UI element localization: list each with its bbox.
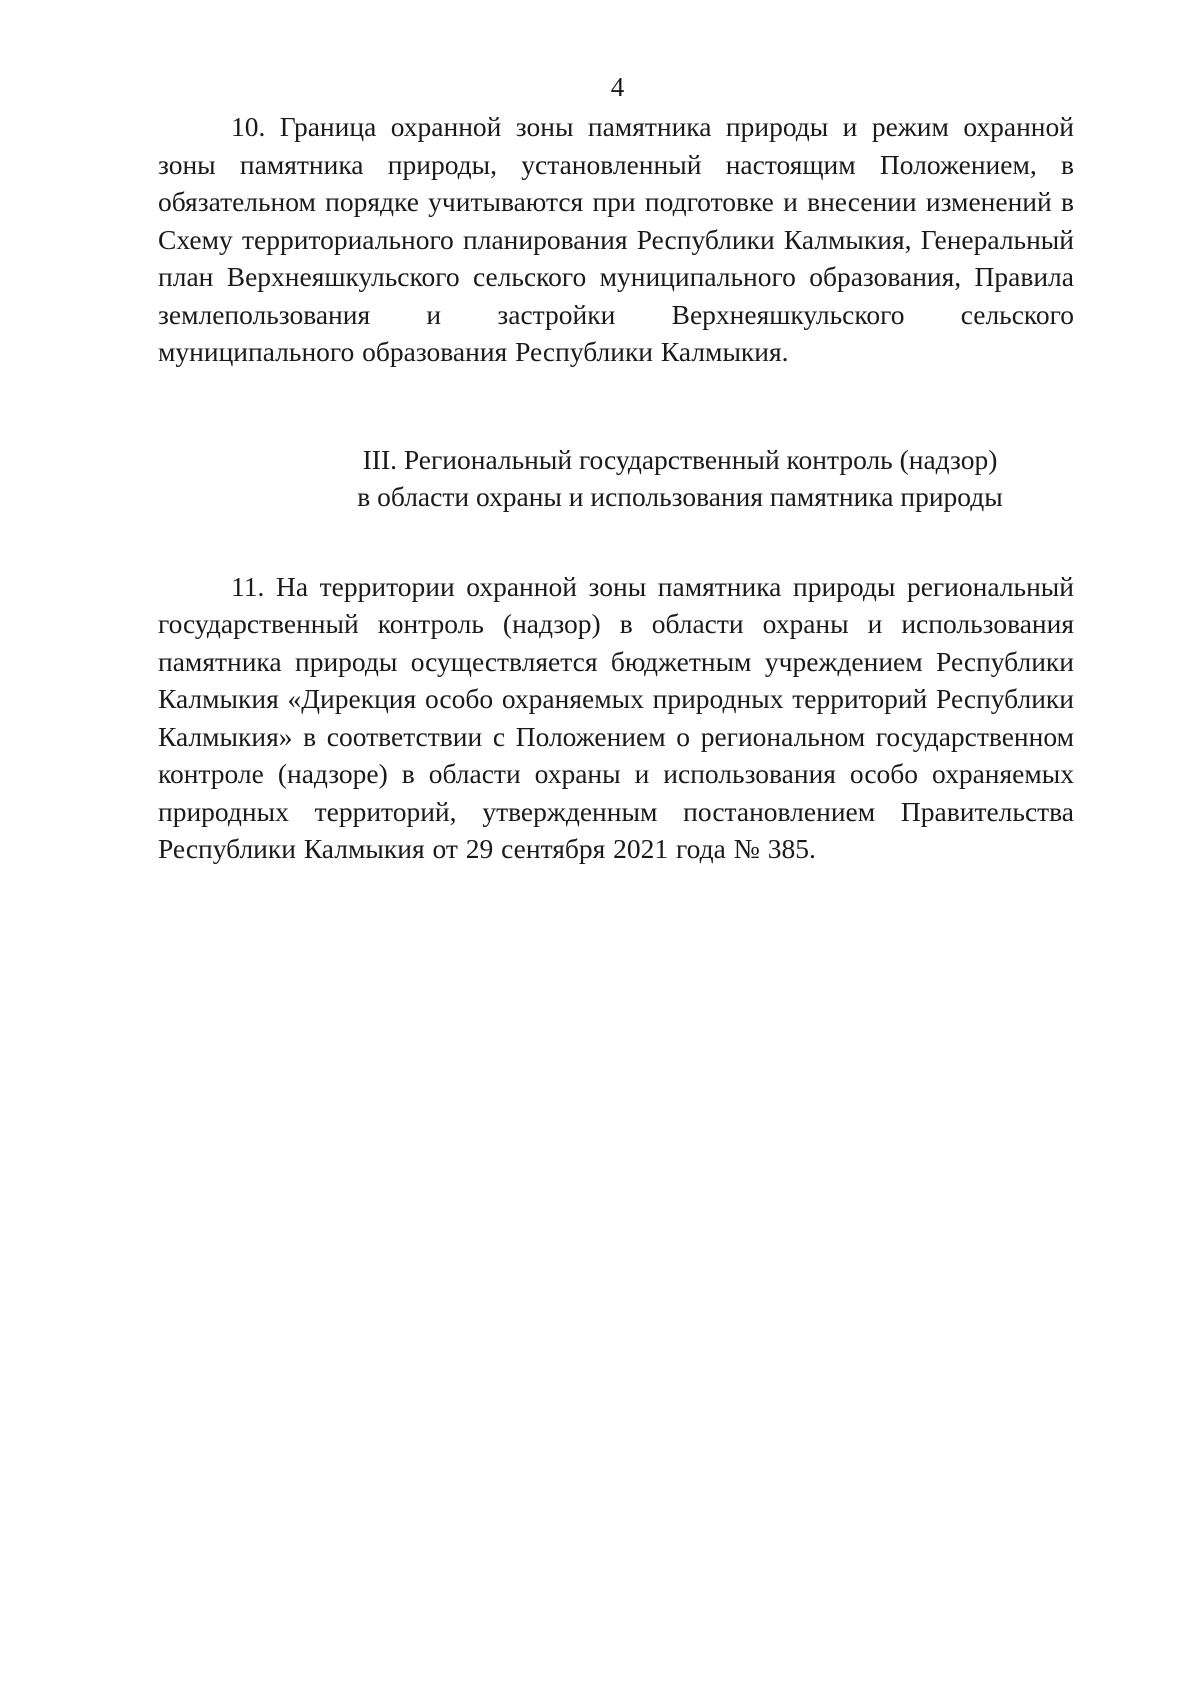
paragraph-10: 10. Граница охранной зоны памятника природы и режим охранной зоны памятника природы, установленный настоящим Положением, в обязательном порядке учитываются при подготовке и внесении изменений в Схему территориального планирования Республики Калмыкия, Генеральный план Верхнеяшкульского сельского муниципального образования, Правила землепользования и застройки Верхнеяшкульского сельского муниципального образования Республики Калмыкия. — [158, 111, 1074, 367]
section-heading-line-1: III. Региональный государственный контроль (надзор) — [362, 443, 998, 475]
page-number: 4 — [610, 72, 625, 102]
section-heading-iii — [158, 441, 1074, 516]
section-heading-line-2: в области охраны и использования памятника природы — [357, 481, 1003, 512]
paragraph-11: 11. На территории охранной зоны памятника природы региональный государственный контроль (надзор) в области охраны и использования памятника природы осуществляется бюджетным учреждением Республики Калмыкия «Дирекция особо охраняемых природных территорий Республики Калмыкия» в соответствии с Положением о региональном государственном контроле (надзоре) в области охраны и использования особо охраняемых природных территорий, утвержденным постановлением Правительства Республики Калмыкия от 29 сентября 2021 года № 385. — [158, 570, 1074, 864]
document-body — [158, 108, 1074, 868]
